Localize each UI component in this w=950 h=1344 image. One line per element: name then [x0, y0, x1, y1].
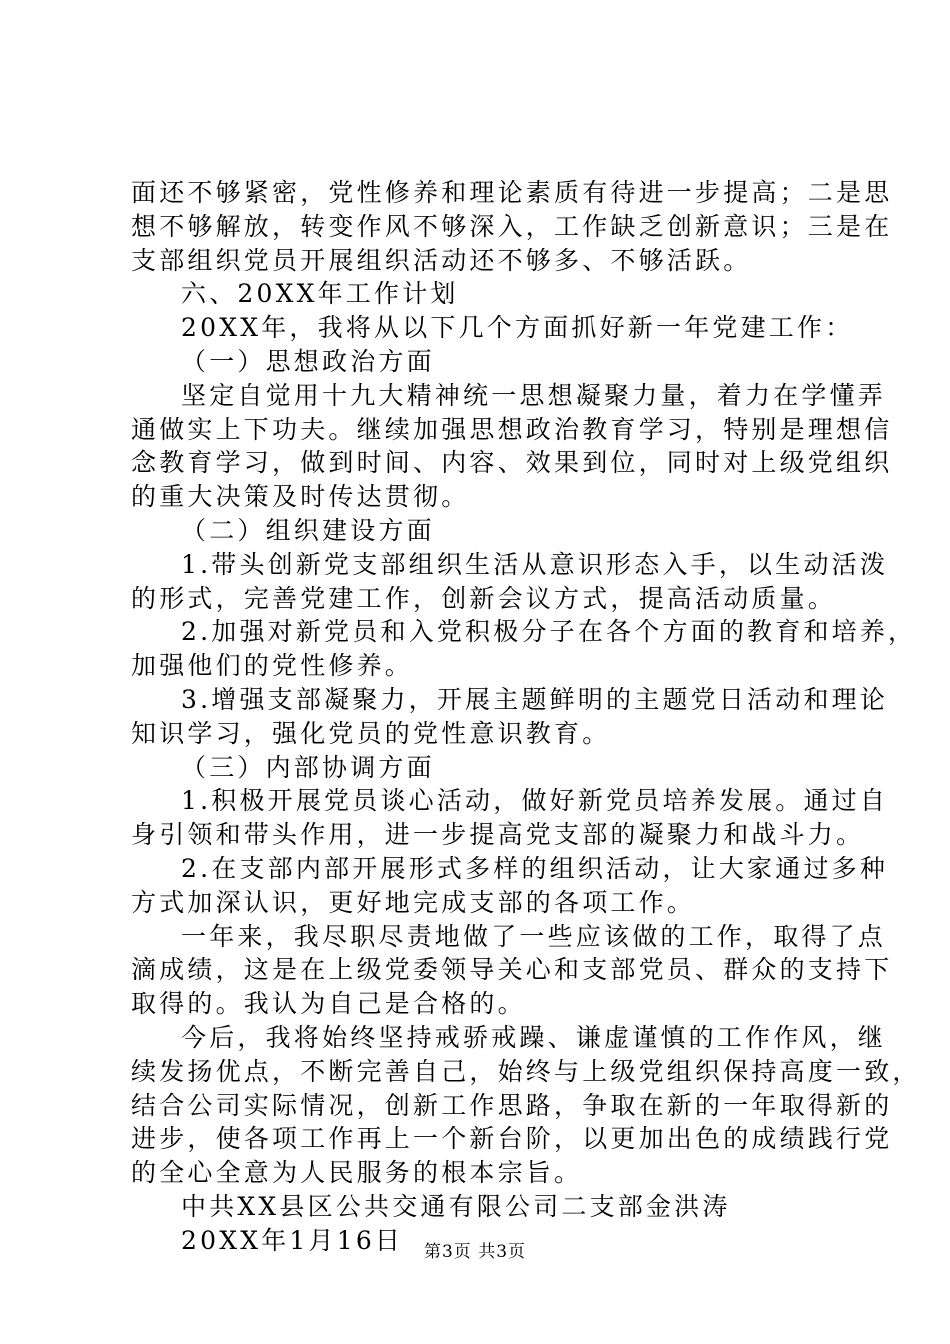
signature-date: 20XX年1月16日: [181, 1225, 404, 1255]
body-line-29: 进步，使各项工作再上一个新台阶，以更加出色的成绩践行党: [131, 1124, 893, 1154]
body-line-8: 通做实上下功夫。继续加强思想政治教育学习，特别是理想信: [131, 414, 893, 444]
body-line-7: 坚定自觉用十九大精神统一思想凝聚力量，着力在学懂弄: [181, 380, 887, 410]
body-line-2: 想不够解放，转变作风不够深入，工作缺乏创新意识；三是在: [131, 211, 893, 241]
body-line-14: 2.加强对新党员和入党积极分子在各个方面的教育和培养，: [181, 617, 917, 647]
body-line-24: 滴成绩，这是在上级党委领导关心和支部党员、群众的支持下: [131, 955, 893, 985]
document-body: [131, 176, 921, 1258]
body-line-12: 1.带头创新党支部组织生活从意识形态入手，以生动活泼: [181, 549, 889, 579]
body-line-28: 结合公司实际情况，创新工作思路，争取在新的一年取得新的: [131, 1090, 893, 1120]
page-number-footer: 第3页 共3页: [423, 1242, 527, 1262]
body-line-3: 支部组织党员开展组织活动还不够多、不够活跃。: [131, 245, 752, 275]
body-line-10: 的重大决策及时传达贯彻。: [131, 482, 470, 512]
body-line-27: 续发扬优点，不断完善自己，始终与上级党组织保持高度一致，: [131, 1056, 921, 1086]
body-line-9: 念教育学习，做到时间、内容、效果到位，同时对上级党组织: [131, 448, 893, 478]
body-line-21: 2.在支部内部开展形式多样的组织活动，让大家通过多种: [181, 853, 889, 883]
signature-organization: 中共XX县区公共交通有限公司二支部金洪涛: [181, 1191, 731, 1221]
body-line-19: 1.积极开展党员谈心活动，做好新党员培养发展。通过自: [181, 786, 889, 816]
body-line-1: 面还不够紧密，党性修养和理论素质有待进一步提高；二是思: [131, 178, 893, 207]
body-line-25: 取得的。我认为自己是合格的。: [131, 989, 526, 1019]
body-line-13: 的形式，完善党建工作，创新会议方式，提高活动质量。: [131, 583, 837, 613]
subheading-ideology: （一）思想政治方面: [181, 346, 435, 376]
body-line-30: 的全心全意为人民服务的根本宗旨。: [131, 1158, 583, 1188]
body-line-22: 方式加深认识，更好地完成支部的各项工作。: [131, 887, 696, 917]
body-line-16: 3.增强支部凝聚力，开展主题鲜明的主题党日活动和理论: [181, 684, 889, 714]
section-heading-plan: 六、20XX年工作计划: [181, 279, 459, 309]
body-line-26: 今后，我将始终坚持戒骄戒躁、谦虚谨慎的工作作风，继: [181, 1022, 887, 1052]
body-line-17: 知识学习，强化党员的党性意识教育。: [131, 718, 611, 748]
subheading-coordination: （三）内部协调方面: [181, 752, 435, 782]
body-line-15: 加强他们的党性修养。: [131, 651, 414, 681]
body-line-23: 一年来，我尽职尽责地做了一些应该做的工作，取得了点: [181, 921, 887, 951]
body-line-20: 身引领和带头作用，进一步提高党支部的凝聚力和战斗力。: [131, 820, 865, 850]
body-line-5: 20XX年，我将从以下几个方面抓好新一年党建工作：: [181, 313, 854, 343]
subheading-organization: （二）组织建设方面: [181, 515, 435, 545]
